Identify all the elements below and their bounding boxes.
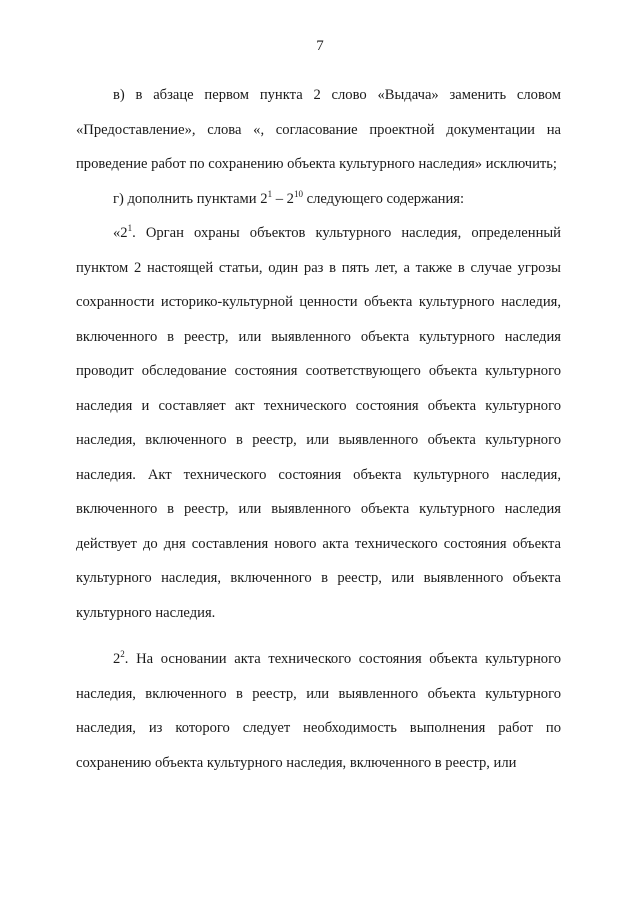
paragraph-text: . Орган охраны объектов культурного наследия, определенный пунктом 2 настоящей статьи, один раз в пять лет, а также в случае угрозы сохранности историко-культурной ценности объекта культурного наследия, включенного в реестр, или выявленного объекта культурного наследия проводит обследование состояния соответствующего объекта культурного наследия и составляет акт технического состояния объекта культурного наследия, включенного в реестр, или выявленного объекта культурного наследия. Акт технического состояния объекта культурного наследия, включенного в реестр, или выявленного объекта культурного наследия действует до дня составления нового акта технического состояния объекта культурного наследия, включенного в реестр, или выявленного объекта культурного наследия. [76,225,561,621]
paragraph-text: в) в абзаце первом пункта 2 слово «Выдача» заменить словом «Предоставление», слова «, согласование проектной документации на проведение работ по сохранению объекта культурного наследия» исключить; [76,87,561,172]
paragraph-item-2-1 [76,216,561,630]
paragraph-prefix: г) дополнить пунктами 2 [113,190,268,207]
page-number: 7 [316,38,324,54]
paragraph-item-2-2 [76,642,561,780]
superscript: 10 [293,188,303,199]
paragraph-amendment-v [76,78,561,182]
superscript: 2 [120,649,125,660]
paragraph-prefix: «2 [113,225,128,241]
paragraph-prefix: 2 [113,651,121,667]
document-body [76,78,561,780]
paragraph-suffix: следующего содержания: [302,190,465,207]
paragraph-amendment-g [76,182,561,217]
paragraph-text: . На основании акта технического состояния объекта культурного наследия, включенного в реестр, или выявленного объекта культурного наследия, из которого следует необходимость выполнения работ по сохранению объекта культурного наследия, включенного в реестр, или [76,651,561,771]
superscript: 1 [267,188,273,199]
paragraph-middle: – 2 [272,190,294,207]
superscript: 1 [127,223,133,234]
